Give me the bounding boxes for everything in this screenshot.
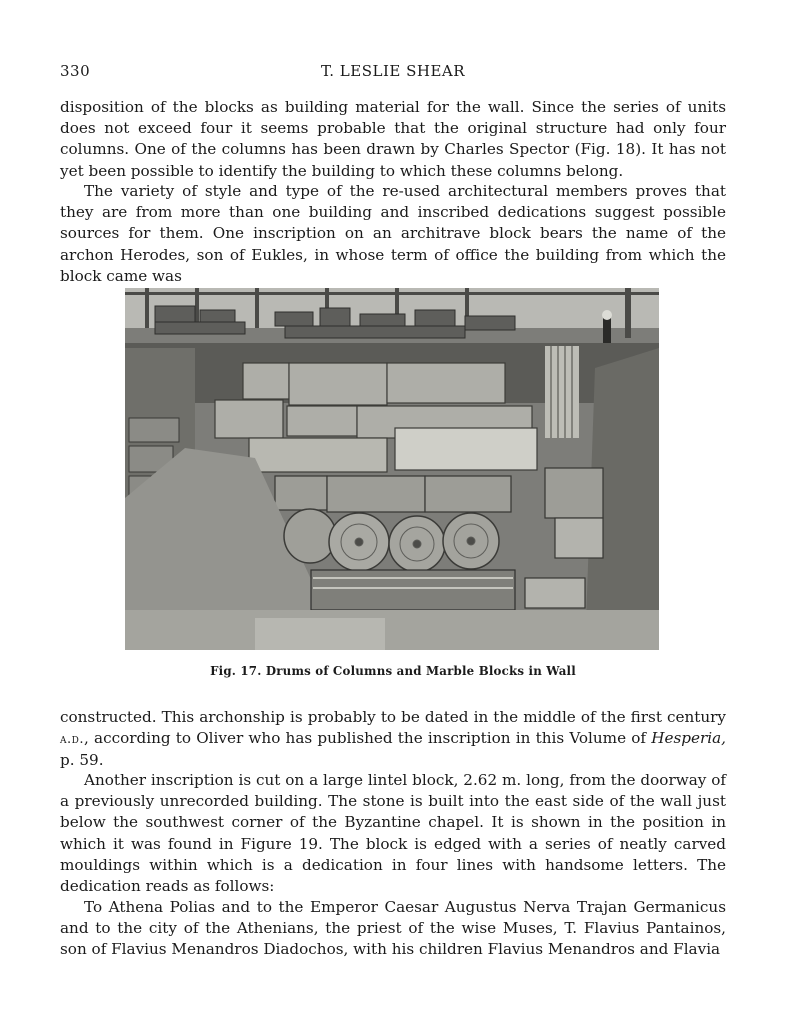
p3-text-a: constructed. This archonship is probably to be dated in the middle of the first century [60, 708, 726, 726]
paragraph-dedication-text: To Athena Polias and to the Emperor Caesar Augustus Nerva Trajan Germanicus and to the city of the Athenians, the priest of the wise Muses, T. Flavius Pantainos, son of Flavius Menandros Diadochos, with his children Flavius Menandros and Flavia [60, 898, 726, 959]
excavation-photo-illustration [125, 288, 659, 650]
p3-era-abbrev: a.d. [60, 732, 84, 748]
paragraph-continuation: disposition of the blocks as building material for the wall. Since the series of units does not exceed four it seems probable that the original structure had only four columns. One of the columns has been drawn by Charles Spector (Fig. 18). It has not yet been possible to identify the building to which these columns belong. [60, 98, 726, 180]
running-header [60, 62, 726, 84]
paragraph-architectural-members: The variety of style and type of the re-used architectural members proves that they are from more than one building and inscribed dedications suggest possible sources for them. One inscription on an architrave block bears the name of the archon Herodes, son of Eukles, in whose term of office the building from which the block came was [60, 182, 726, 285]
paragraph-lintel-inscription: Another inscription is cut on a large lintel block, 2.62 m. long, from the doorway of a previously unrecorded building. The stone is built into the east side of the wall just below the southwest corner of the Byzantine chapel. It is shown in the position in which it was found in Figure 19. The block is edged with a series of neatly carved mouldings within which is a dedication in four lines with handsome letters. The dedication reads as follows: [60, 771, 726, 896]
paragraph-archonship [60, 707, 726, 772]
figure-17-photograph [125, 288, 659, 650]
p3-text-b: , according to Oliver who has published the inscription in this Volume of [83, 729, 652, 748]
running-title: T. LESLIE SHEAR [320, 62, 466, 80]
page-number: 330 [60, 62, 91, 80]
p3-text-c: p. 59. [60, 751, 104, 770]
figure-caption: Fig. 17. Drums of Columns and Marble Blocks in Wall [210, 664, 576, 678]
p3-journal-title: Hesperia, [651, 729, 726, 748]
